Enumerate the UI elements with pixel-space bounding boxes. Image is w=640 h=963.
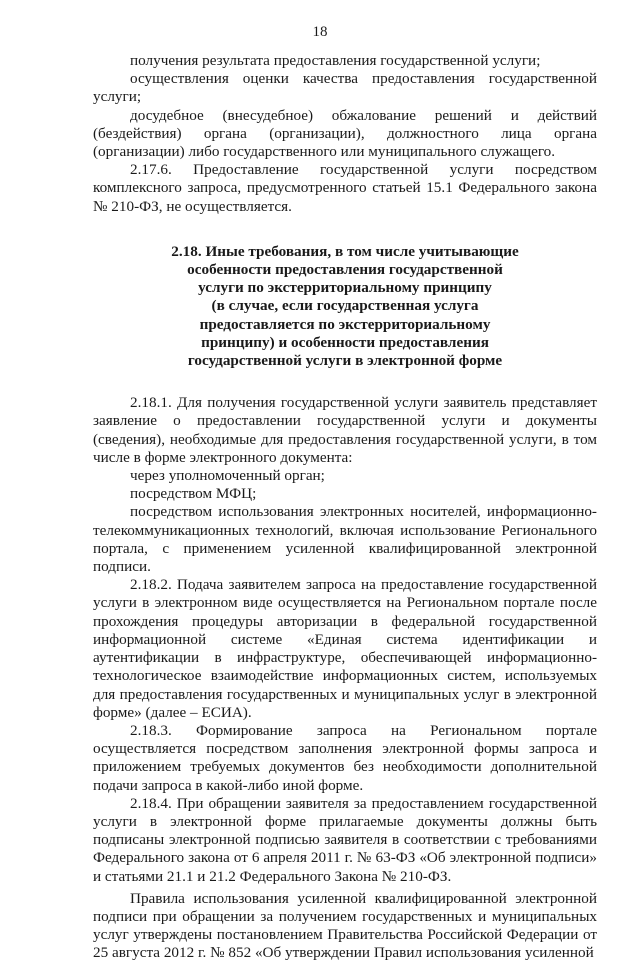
document-body [93,52,597,963]
list-item: посредством использования электронных носителей, информационно-телекоммуникационных технологий, включая использование Регионального портала, с применением усиленной квалифицированной электронной подписи. [93,503,597,576]
heading-line: государственной услуги в электронной форме [187,352,503,370]
paragraph: 2.18.3. Формирование запроса на Региональном портале осуществляется посредством заполнения электронной формы запроса и приложением требуемых документов без необходимости дополнительной подачи запроса в какой-либо иной форме. [93,721,597,794]
heading-line: 2.18. Иные требования, в том числе учитывающие [171,242,519,260]
list-item: через уполномоченный орган; [130,467,325,485]
paragraph: 2.18.4. При обращении заявителя за предоставлением государственной услуги в электронной форме прилагаемые документы должны быть подписаны электронной подписью заявителя в соответствии с требованиями Федерального закона от 6 апреля 2011 г. № 63-ФЗ «Об электронной подписи» и статьями 21.1 и 21.2 Федерального Закона № 210-ФЗ. [93,794,597,885]
paragraph: 2.18.2. Подача заявителем запроса на предоставление государственной услуги в электронном виде осуществляется на Региональном портале после прохождения процедуры авторизации в федеральной государственной информационной системе «Единая система идентификации и аутентификации в инфраструктуре, обеспечивающей информационно-технологическое взаимодействие информационных систем, используемых для предоставления государственных и муниципальных услуг в электронной форме» (далее – ЕСИА). [93,576,597,721]
heading-line: особенности предоставления государственной [187,261,503,279]
paragraph: Правила использования усиленной квалифицированной электронной подписи при обращении за получением государственных и муниципальных услуг утверждены постановлением Правительства Российской Федерации от 25 августа 2012 г. № 852 «Об утверждении Правил использования усиленной [93,889,597,962]
paragraph: получения результата предоставления государственной услуги; [130,52,541,69]
page-number: 18 [312,24,328,40]
heading-line: принципу) и особенности предоставления [201,333,489,351]
section-heading [93,243,597,370]
paragraph: досудебное (внесудебное) обжалование решений и действий (бездействия) органа (организации), должностного лица органа (организации) либо государственного или муниципального служащего. [93,106,597,161]
paragraph: осуществления оценки качества предоставления государственной услуги; [93,70,597,106]
heading-line: (в случае, если государственная услуга [211,297,479,315]
paragraph: 2.17.6. Предоставление государственной услуги посредством комплексного запроса, предусмотренного статьей 15.1 Федерального закона № 210-ФЗ, не осуществляется. [93,161,597,215]
list-item: посредством МФЦ; [130,485,257,503]
paragraph: 2.18.1. Для получения государственной услуги заявитель представляет заявление о предоставлении государственной услуги и документы (сведения), необходимые для предоставления государственной услуги, в том числе в форме электронного документа: [93,394,597,466]
heading-line: услуги по экстерриториальному принципу [198,279,492,297]
heading-line: предоставляется по экстерриториальному [199,315,491,333]
